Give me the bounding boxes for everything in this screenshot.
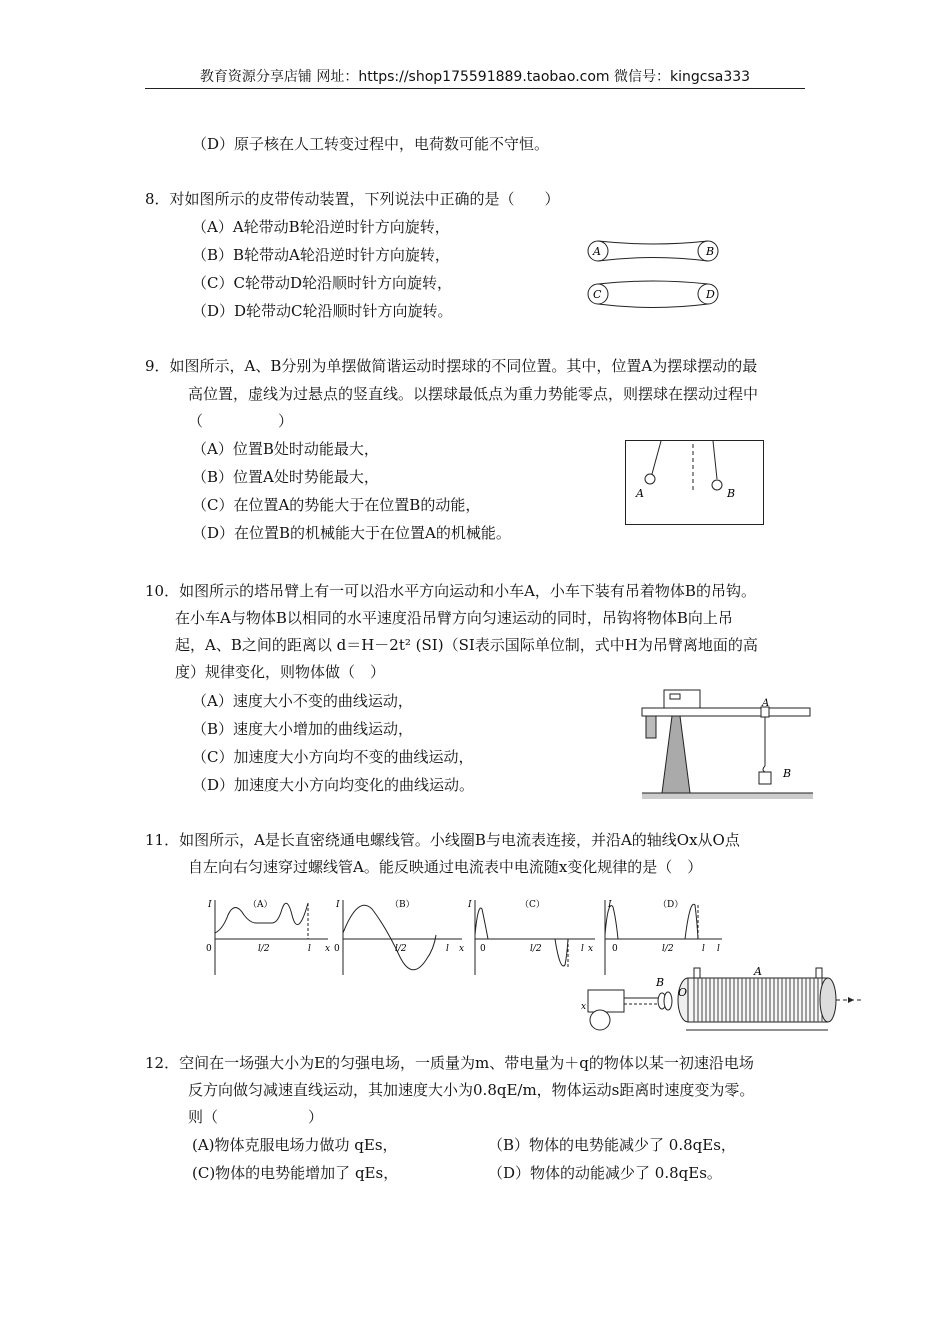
- graph-a: [206, 899, 330, 975]
- q9-option-b: （B）位置A处时势能最大，: [192, 468, 379, 486]
- belt-drive-figure: [580, 232, 730, 312]
- graph-a-origin: 0: [206, 944, 212, 954]
- wheel-a-label: A: [593, 245, 601, 258]
- graph-b-label: （B）: [390, 900, 415, 910]
- q11-stem-line2: 自左向右匀速穿过螺线管A。能反映通过电流表中电流随x变化规律的是（ ）: [188, 858, 703, 876]
- graph-c: [467, 899, 595, 975]
- q12-option-a: (A)物体克服电场力做功 qEs，: [192, 1136, 398, 1154]
- q7-option-d: （D）原子核在人工转变过程中，电荷数可能不守恒。: [192, 135, 550, 153]
- graph-d-x: l: [717, 944, 720, 954]
- q12-option-c: (C)物体的电势能增加了 qEs，: [192, 1164, 399, 1182]
- q9-option-a: （A）位置B处时动能最大，: [192, 440, 379, 458]
- q9-option-c: （C）在位置A的势能大于在位置B的动能，: [192, 496, 481, 514]
- graph-c-label: （C）: [520, 900, 545, 910]
- q10-option-c: （C）加速度大小方向均不变的曲线运动，: [192, 748, 474, 766]
- q8-option-b: （B）B轮带动A轮沿逆时针方向旋转，: [192, 246, 450, 264]
- graph-a-label: （A）: [248, 900, 273, 910]
- meter-x-label: x: [581, 1002, 587, 1012]
- q10-option-b: （B）速度大小增加的曲线运动，: [192, 720, 414, 738]
- q10-stem-line4: 度）规律变化，则物体做（ ）: [175, 663, 386, 681]
- wheel-d-label: D: [706, 288, 715, 301]
- solenoid-figure: [578, 962, 868, 1042]
- graph-b: [334, 899, 464, 975]
- position-a-label: A: [636, 487, 644, 500]
- coil-b-label: B: [656, 976, 665, 989]
- trolley-a-label: A: [762, 698, 770, 709]
- q12-option-d: （D）物体的动能减少了 0.8qEs。: [488, 1164, 722, 1182]
- position-b-label: B: [727, 487, 736, 500]
- graph-c-end: l: [581, 944, 584, 954]
- graph-b-mid: l/2: [395, 944, 407, 954]
- graph-c-origin: 0: [480, 944, 486, 954]
- wheel-b-label: B: [706, 245, 715, 258]
- load-b-label: B: [783, 767, 792, 780]
- graph-d-mid: l/2: [662, 944, 674, 954]
- page-header: 教育资源分享店铺 网址：https://shop175591889.taobao.com 微信号：kingcsa333: [145, 66, 805, 89]
- q12-stem-line2: 反方向做匀减速直线运动，其加速度大小为0.8qE/m，物体运动s距离时速度变为零。: [188, 1081, 755, 1099]
- graph-b-x: x: [459, 944, 465, 954]
- q9-stem-line1: 9．如图所示，A、B分别为单摆做简谐运动时摆球的不同位置。其中，位置A为摆球摆动的最: [145, 357, 758, 375]
- graph-d-label: （D）: [658, 900, 684, 910]
- q11-stem-line1: 11．如图所示，A是长直密绕通电螺线管。小线圈B与电流表连接，并沿A的轴线Ox从O点: [145, 831, 740, 849]
- q10-stem-line1: 10．如图所示的塔吊臂上有一可以沿水平方向运动和小车A，小车下装有吊着物体B的吊钩。: [145, 582, 756, 600]
- tower-crane-figure: [640, 688, 815, 803]
- graph-a-end: l: [308, 944, 311, 954]
- graph-c-y-label: I: [468, 900, 472, 910]
- q8-option-d: （D）D轮带动C轮沿顺时针方向旋转。: [192, 302, 453, 320]
- origin-o-label: O: [678, 986, 688, 999]
- graph-d-y-label: I: [608, 900, 612, 910]
- wheel-c-label: C: [593, 288, 602, 301]
- q10-option-d: （D）加速度大小方向均变化的曲线运动。: [192, 776, 475, 794]
- q8-stem: 8．对如图所示的皮带传动装置，下列说法中正确的是（ ）: [145, 190, 560, 208]
- q9-stem-line2: 高位置，虚线为过悬点的竖直线。以摆球最低点为重力势能零点，则摆球在摆动过程中: [188, 385, 759, 403]
- q8-option-c: （C）C轮带动D轮沿顺时针方向旋转，: [192, 274, 452, 292]
- graph-c-x: x: [588, 944, 594, 954]
- q8-option-a: （A）A轮带动B轮沿逆时针方向旋转，: [192, 218, 450, 236]
- q10-stem-line3: 起，A、B之间的距离以 d＝H－2t² (SI)（SI表示国际单位制，式中H为吊臂离地面的高: [175, 636, 758, 654]
- graph-b-y-label: I: [336, 900, 340, 910]
- solenoid-a-label: A: [754, 965, 762, 978]
- graph-a-y-label: I: [208, 900, 212, 910]
- graph-c-mid: l/2: [530, 944, 542, 954]
- q12-stem-line1: 12．空间在一场强大小为E的匀强电场，一质量为m、带电量为＋q的物体以某一初速沿电场: [145, 1054, 754, 1072]
- graph-a-mid: l/2: [258, 944, 270, 954]
- graph-d-end: l: [702, 944, 705, 954]
- q12-stem-line3: 则（ ）: [188, 1108, 324, 1126]
- graph-d-origin: 0: [612, 944, 618, 954]
- graph-b-end: l: [446, 944, 449, 954]
- q10-stem-line2: 在小车A与物体B以相同的水平速度沿吊臂方向匀速运动的同时，吊钩将物体B向上吊: [175, 609, 733, 627]
- graph-a-x: x: [325, 944, 331, 954]
- pendulum-figure: [625, 440, 765, 526]
- q10-option-a: （A）速度大小不变的曲线运动，: [192, 692, 413, 710]
- q9-stem-line3: （ ）: [188, 412, 294, 430]
- q9-option-d: （D）在位置B的机械能大于在位置A的机械能。: [192, 524, 511, 542]
- q12-option-b: （B）物体的电势能减少了 0.8qEs，: [488, 1136, 736, 1154]
- graph-b-origin: 0: [334, 944, 340, 954]
